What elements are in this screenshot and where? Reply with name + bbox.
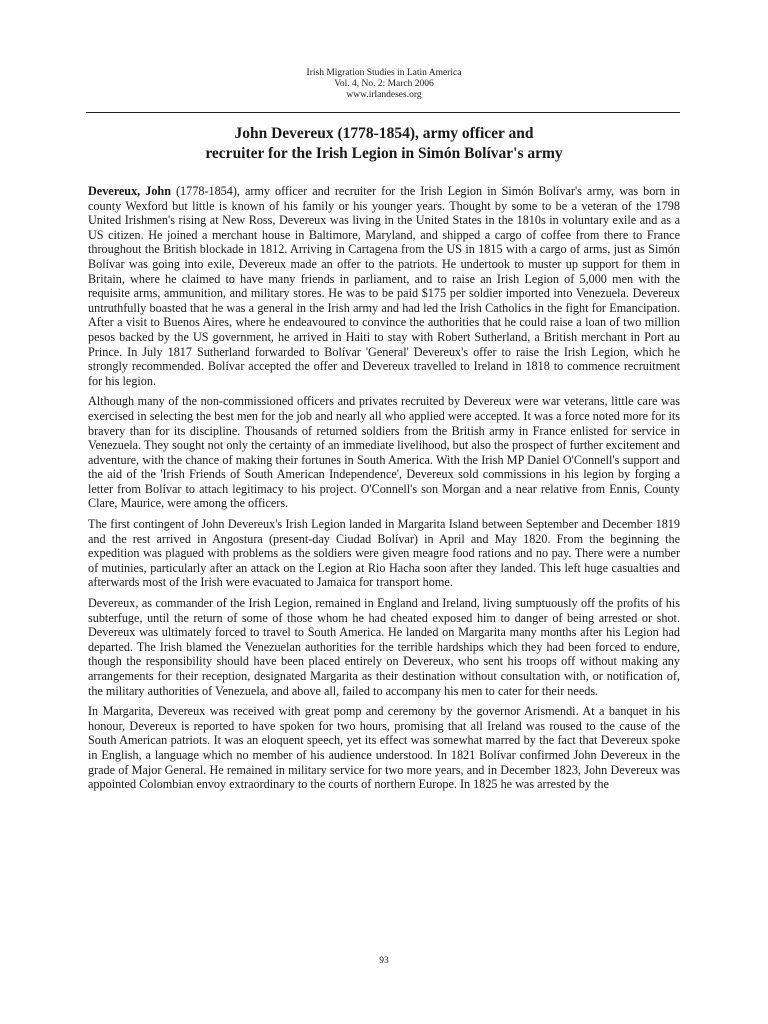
journal-header xyxy=(0,68,768,101)
article-body xyxy=(88,184,680,798)
article-title xyxy=(0,124,768,164)
journal-website: www.irlandeses.org xyxy=(346,90,422,100)
article-title-line-2: recruiter for the Irish Legion in Simón Bolívar's army xyxy=(205,145,563,162)
paragraph-1 xyxy=(88,184,680,388)
paragraph-3: The first contingent of John Devereux's Irish Legion landed in Margarita Island between September and December 1819 and the rest arrived in Angostura (present-day Ciudad Bolívar) in April and May 1820. From the beginning the expedition was plagued with problems as the soldiers were given meagre food rations and no pay. There were a number of mutinies, particularly after an attack on the Legion at Rio Hacha soon after they landed. This left huge casualties and afterwards most of the Irish were evacuated to Jamaica for transport home. xyxy=(88,517,680,590)
journal-volume: Vol. 4, No. 2: March 2006 xyxy=(334,79,434,89)
article-title-line-1: John Devereux (1778-1854), army officer and xyxy=(234,125,534,142)
header-divider xyxy=(86,112,680,113)
paragraph-5: In Margarita, Devereux was received with great pomp and ceremony by the governor Arismendi. At a banquet in his honour, Devereux is reported to have spoken for two hours, promising that all Ireland was roused to the cause of the South American patriots. It was an eloquent speech, yet its effect was somewhat marred by the fact that Devereux spoke in English, a language which no member of his audience understood. In 1821 Bolívar confirmed John Devereux in the grade of Major General. He remained in military service for two more years, and in December 1823, John Devereux was appointed Colombian envoy extraordinary to the courts of northern Europe. In 1825 he was arrested by the xyxy=(88,704,680,792)
paragraph-2: Although many of the non-commissioned officers and privates recruited by Devereux were war veterans, little care was exercised in selecting the best men for the job and nearly all who applied were accepted. It was a force noted more for its bravery than for its discipline. Thousands of returned soldiers from the British army in France enlisted for service in Venezuela. They sought not only the certainty of an immediate livelihood, but also the prospect of further excitement and adventure, with the chance of making their fortunes in South America. With the Irish MP Daniel O'Connell's support and the aid of the 'Irish Friends of South American Independence', Devereux sold commissions in his legion by forging a letter from Bolívar to attach legitimacy to his project. O'Connell's son Morgan and a near relative from Ennis, County Clare, Maurice, were among the officers. xyxy=(88,394,680,511)
paragraph-1-text: (1778-1854), army officer and recruiter for the Irish Legion in Simón Bolívar's army, was born in county Wexford but little is known of his family or his younger years. Thought by some to be a veteran of the 1798 United Irishmen's rising at New Ross, Devereux was living in the United States in the 1810s in voluntary exile and as a US citizen. He joined a merchant house in Baltimore, Maryland, and shipped a cargo of coffee from there to France throughout the British blockade in 1812. Arriving in Cartagena from the US in 1815 with a cargo of arms, just as Simón Bolívar was going into exile, Devereux made an offer to the patriots. He undertook to muster up support for them in Britain, where he claimed to have many friends in parliament, and to raise an Irish Legion of 5,000 men with the requisite arms, ammunition, and military stores. He was to be paid $175 per soldier imported into Venezuela. Devereux untruthfully boasted that he was a general in the Irish army and had led the Irish Catholics in the fight for Emancipation. After a visit to Buenos Aires, where he endeavoured to convince the authorities that he could raise a loan of two million pesos backed by the US government, he arrived in Haiti to stay with Robert Sutherland, a British merchant in Port au Prince. In July 1817 Sutherland forwarded to Bolívar 'General' Devereux's offer to raise the Irish Legion, which he strongly recommended. Bolívar accepted the offer and Devereux travelled to Ireland in 1818 to commence recruitment for his legion. xyxy=(88,184,680,388)
journal-name: Irish Migration Studies in Latin America xyxy=(306,68,462,78)
lead-name: Devereux, John xyxy=(88,184,171,198)
paragraph-4: Devereux, as commander of the Irish Legion, remained in England and Ireland, living sumptuously off the profits of his subterfuge, until the return of some of those whom he had cheated exposed him to danger of being arrested or shot. Devereux was ultimately forced to travel to South America. He landed on Margarita many months after his Legion had departed. The Irish blamed the Venezuelan authorities for the terrible hardships which they had been forced to endure, though the responsibility should have been placed entirely on Devereux, who sent his troops off without making any arrangements for their reception, designated Margarita as their destination without consultation with, or notification of, the military authorities of Venezuela, and above all, failed to accompany his men to cater for their needs. xyxy=(88,596,680,698)
page-number: 93 xyxy=(379,956,389,966)
